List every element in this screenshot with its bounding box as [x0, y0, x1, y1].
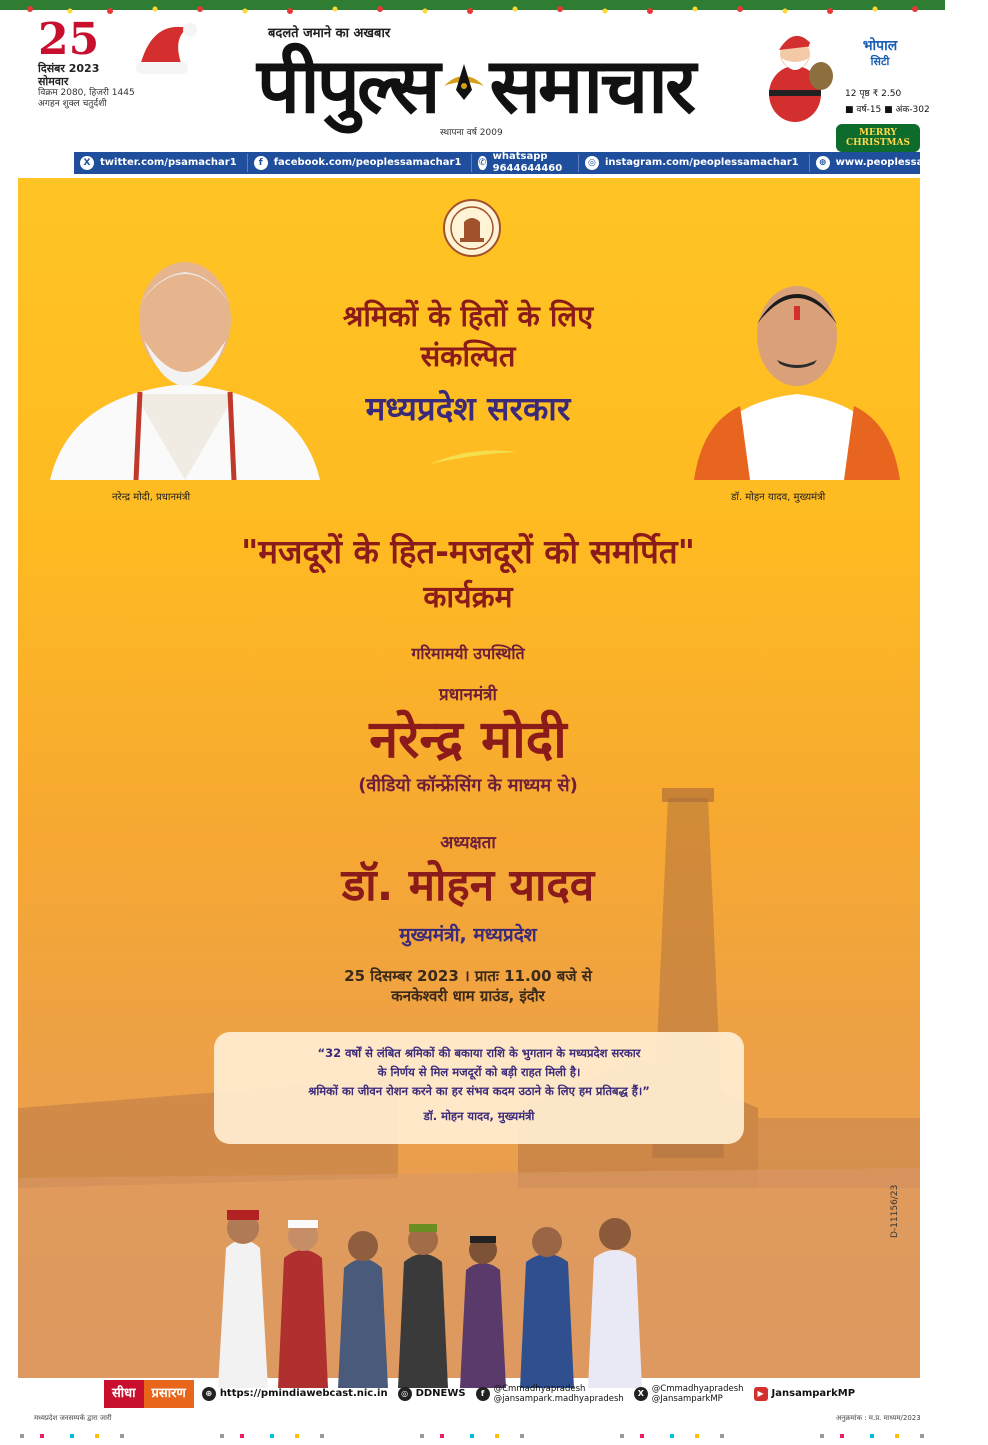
social-text: instagram.com/peoplessamachar1: [604, 157, 799, 168]
ad-headline: [298, 296, 638, 432]
live-label-a: सीधा: [104, 1380, 144, 1408]
pm-title: प्रधानमंत्री: [439, 685, 497, 705]
social-links-bar: [74, 151, 979, 174]
mp-social-link[interactable]: [476, 1384, 624, 1404]
merry-christmas-badge: [836, 124, 920, 152]
social-text: facebook.com/peoplessamachar1: [273, 157, 462, 168]
youtube-link[interactable]: [754, 1387, 855, 1401]
year-issue: ■ वर्ष-15 ■ अंक-302: [845, 105, 930, 115]
brand-left: पीपुल्स: [256, 41, 438, 130]
quote-line-1: “32 वर्षों से लंबित श्रमिकों की बकाया राशि के भुगतान के मध्यप्रदेश सरकार: [317, 1046, 641, 1060]
headline-line-1: श्रमिकों के हितों के लिए: [342, 299, 594, 333]
headline-line-2: संकल्पित: [420, 339, 516, 373]
xmas-line-2: CHRISTMAS: [846, 138, 910, 148]
youtube-handle: JansamparkMP: [771, 1388, 856, 1399]
youtube-icon: ▶: [754, 1387, 768, 1401]
government-advertisement: [18, 178, 920, 1378]
pm-caption: नरेन्द्र मोदी, प्रधानमंत्री: [112, 492, 191, 503]
mp-handle-1: @Cmmadhyapradesh: [493, 1384, 586, 1394]
cm-caption: डॉ. मोहन यादव, मुख्यमंत्री: [731, 492, 826, 503]
santa-claus-icon: [755, 24, 835, 124]
pages-price: 12 पृष्ठ ₹ 2.50: [845, 89, 902, 99]
facebook-icon: f: [476, 1387, 490, 1401]
quote-attribution: डॉ. मोहन यादव, मुख्यमंत्री: [423, 1109, 535, 1123]
date-day: 25: [38, 14, 100, 65]
pen-nib-icon: [442, 56, 486, 116]
headline-government: मध्यप्रदेश सरकार: [365, 389, 571, 428]
event-subtitle: कार्यक्रम: [423, 580, 513, 615]
cm-quote-box: [214, 1032, 744, 1144]
globe-icon: ⊕: [816, 156, 830, 170]
edition-sub: सिटी: [870, 55, 890, 68]
issue-meta: [845, 86, 930, 118]
decorative-swoosh: [428, 446, 518, 468]
print-registration-marks: [20, 1432, 925, 1440]
social-link-facebook[interactable]: [248, 154, 473, 172]
ad-serial: अनुक्रमांक : म.प्र. माध्यम/2023: [836, 1414, 921, 1422]
cm-title: मुख्यमंत्री, मध्यप्रदेश: [399, 924, 537, 946]
live-label-b: प्रसारण: [144, 1380, 194, 1408]
weekday: सोमवार: [38, 75, 69, 88]
facebook-icon: f: [254, 156, 268, 170]
x-social-link[interactable]: [634, 1384, 744, 1404]
issue-date: [38, 14, 138, 110]
mp-handles: [494, 1384, 624, 1404]
event-venue: कनकेश्वरी धाम ग्राउंड, इंदौर: [391, 987, 545, 1005]
newspaper-logo: [185, 36, 765, 136]
social-text: whatsapp 9644644460: [492, 151, 563, 174]
edition: [840, 38, 920, 69]
x-handle-2: @JansamparkMP: [651, 1394, 723, 1404]
tagline: बदलते जमाने का अखबार: [268, 26, 391, 41]
gracious-presence-label: गरिमामयी उपस्थिति: [411, 644, 525, 663]
date-month-year: दिसंबर 2023: [38, 62, 100, 75]
cm-portrait: [690, 274, 904, 480]
worker-figures: [218, 1210, 642, 1388]
quote-line-2: के निर्णय से मिल मजदूरों को बड़ी राहत मिली है।: [377, 1065, 581, 1079]
x-handle-1: @Cmmadhyapradesh: [651, 1384, 744, 1394]
brand-right: समाचार: [489, 41, 694, 130]
ddnews-icon: ◎: [398, 1387, 412, 1401]
social-link-instagram[interactable]: [579, 154, 810, 172]
whatsapp-icon: ✆: [478, 158, 487, 168]
xmas-line-1: MERRY: [859, 128, 897, 138]
issuer-note: मध्यप्रदेश जनसम्पर्क द्वारा जारी: [34, 1414, 112, 1422]
globe-icon: ⊕: [202, 1387, 216, 1401]
social-link-website[interactable]: [810, 154, 988, 172]
tithi: अगहन शुक्ल चतुर्दशी: [38, 99, 107, 109]
cm-name: डॉ. मोहन यादव: [341, 860, 595, 911]
ddnews-link[interactable]: [398, 1387, 466, 1401]
social-link-twitter[interactable]: [74, 154, 248, 172]
calendar-line: विक्रम 2080, हिजरी 1445: [38, 88, 135, 98]
pm-portrait: [40, 244, 330, 480]
ddnews-label: DDNEWS: [415, 1388, 466, 1399]
event-datetime: 25 दिसम्बर 2023 । प्रातः 11.00 बजे से: [344, 967, 592, 985]
workers-group-photo: [198, 1158, 758, 1388]
ad-code: D-11156/23: [890, 1184, 900, 1238]
social-text: twitter.com/psamachar1: [100, 157, 237, 168]
chairmanship-label: अध्यक्षता: [440, 833, 496, 853]
live-broadcast-strip: [104, 1380, 920, 1408]
social-text: www.peoplessamachar.in: [835, 157, 979, 168]
edition-city: भोपाल: [862, 38, 898, 54]
event-title: "मजदूरों के हित-मजदूरों को समर्पित": [241, 532, 695, 571]
instagram-icon: ◎: [585, 156, 599, 170]
webcast-url: https://pmindiawebcast.nic.in: [219, 1388, 388, 1399]
x-icon: X: [634, 1387, 648, 1401]
founded-year: स्थापना वर्ष 2009: [440, 128, 503, 138]
x-handles: [652, 1384, 744, 1404]
pm-via-video: (वीडियो कॉन्फ्रेंसिंग के माध्यम से): [358, 775, 578, 796]
pm-name: नरेन्द्र मोदी: [369, 710, 567, 770]
mp-handle-2: @jansampark.madhyapradesh: [493, 1394, 624, 1404]
quote-line-3: श्रमिकों का जीवन रोशन करने का हर संभव कदम उठाने के लिए हम प्रतिबद्ध हैं।”: [308, 1084, 650, 1098]
x-icon: X: [80, 156, 94, 170]
webcast-link[interactable]: [202, 1387, 388, 1401]
social-link-whatsapp[interactable]: [472, 151, 579, 174]
mp-government-emblem: [442, 198, 502, 258]
